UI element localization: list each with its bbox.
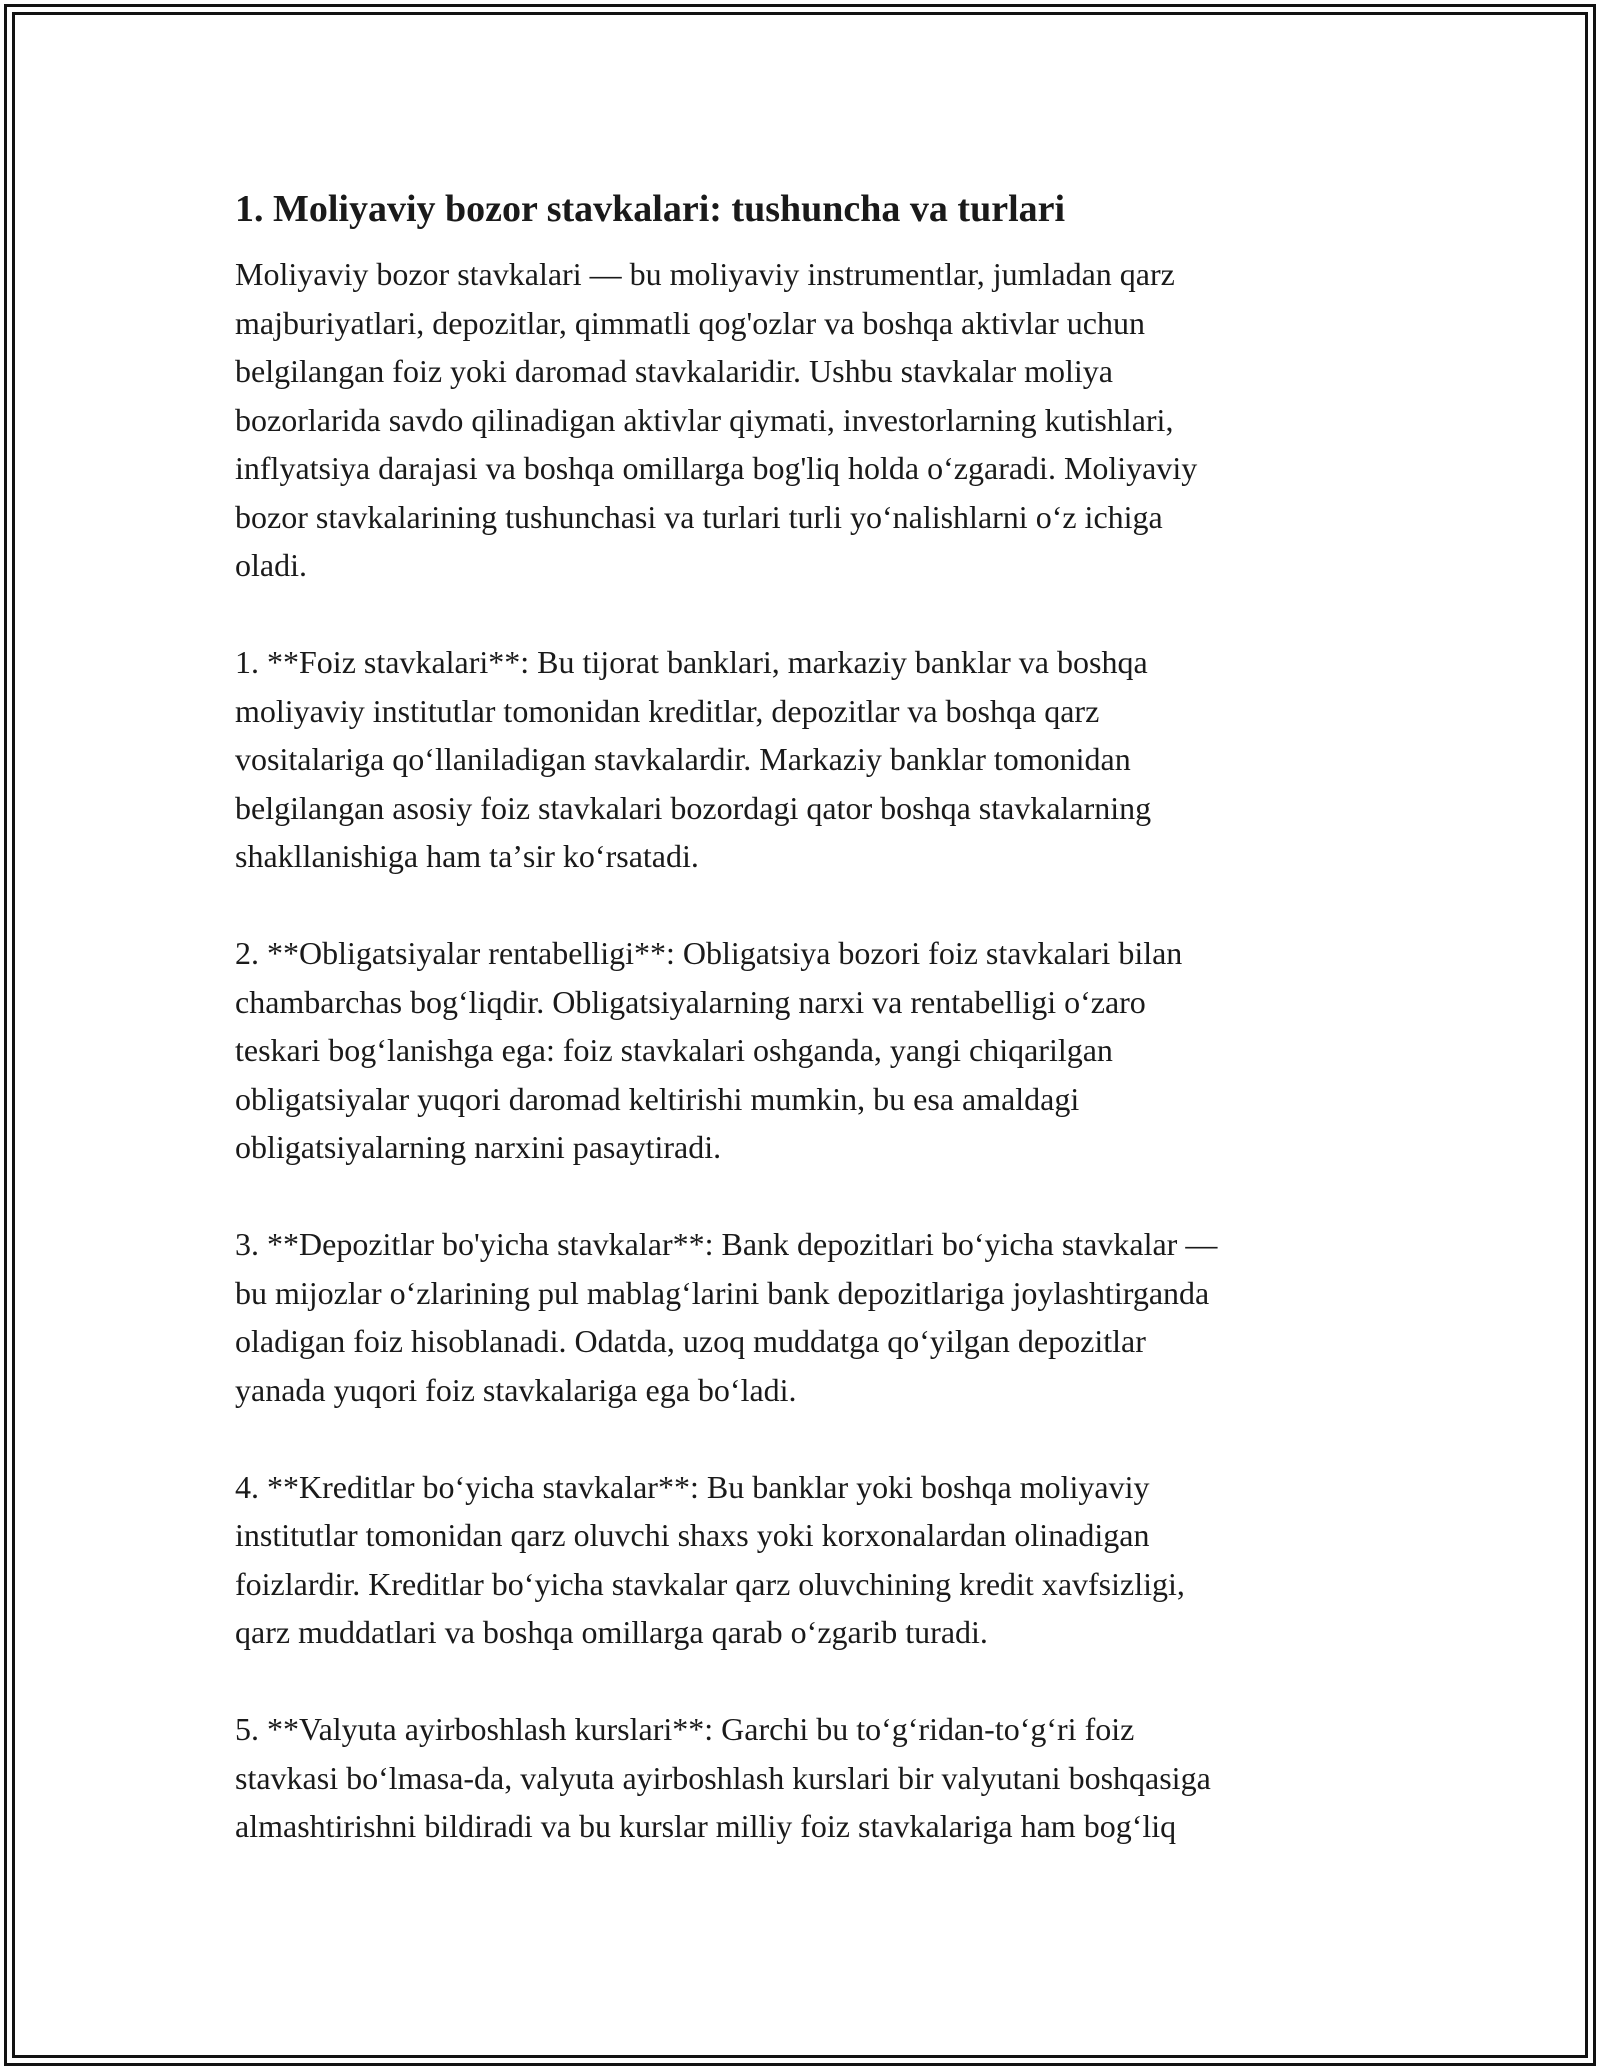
paragraph-loan-rates: 4. **Kreditlar boʻyicha stavkalar**: Bu banklar yoki boshqa moliyaviy institutlar tomonidan qarz oluvchi shaxs yoki korxonalardan olinadigan foizlardir. Kreditlar boʻyicha stavkalar qarz oluvchining kredit xavfsizligi, qarz muddatlari va boshqa omillarga qarab oʻzgarib turadi. <box>235 1468 1185 1651</box>
intro-paragraph: Moliyaviy bozor stavkalari — bu moliyaviy instrumentlar, jumladan qarz majburiyatlari, depozitlar, qimmatli qog'ozlar va boshqa aktivlar uchun belgilangan foiz yoki daromad stavkalaridir. Ushbu stavkalar moliya bozorlarida savdo qilinadigan aktivlar qiymati, investorlarning kutishlari, inflyatsiya darajasi va boshqa omillarga bog'liq holda oʻzgaradi. Moliyaviy bozor stavkalarining tushunchasi va turlari turli yoʻnalishlarni oʻz ichiga oladi. <box>235 256 1198 584</box>
document-page <box>235 185 1370 1899</box>
paragraph-bond-yields: 2. **Obligatsiyalar rentabelligi**: Obligatsiya bozori foiz stavkalari bilan chambarchas bogʻliqdir. Obligatsiyalarning narxi va rentabelligi oʻzaro teskari bogʻlanishga ega: foiz stavkalari oshganda, yangi chiqarilgan obligatsiyalar yuqori daromad keltirishi mumkin, bu esa amaldagi obligatsiyalarning narxini pasaytiradi. <box>235 935 1183 1166</box>
paragraph-interest-rates: 1. **Foiz stavkalari**: Bu tijorat banklari, markaziy banklar va boshqa moliyaviy institutlar tomonidan kreditlar, depozitlar va boshqa qarz vositalariga qoʻllaniladigan stavkalardir. Markaziy banklar tomonidan belgilangan asosiy foiz stavkalari bozordagi qator boshqa stavkalarning shakllanishiga ham taʼsir koʻrsatadi. <box>235 644 1152 875</box>
document-title: 1. Moliyaviy bozor stavkalari: tushuncha va turlari <box>235 188 1066 230</box>
paragraph-deposit-rates: 3. **Depozitlar bo'yicha stavkalar**: Bank depozitlari boʻyicha stavkalar — bu mijozlar oʻzlarining pul mablagʻlarini bank depozitlariga joylashtirganda oladigan foiz hisoblanadi. Odatda, uzoq muddatga qoʻyilgan depozitlar yanada yuqori foiz stavkalariga ega boʻladi. <box>235 1226 1218 1408</box>
paragraph-exchange-rates: 5. **Valyuta ayirboshlash kurslari**: Garchi bu toʻgʻridan-toʻgʻri foiz stavkasi boʻlmasa-da, valyuta ayirboshlash kurslari bir valyutani boshqasiga almashtirishni bildiradi va bu kurslar milliy foiz stavkalariga ham bogʻliq <box>235 1711 1211 1845</box>
